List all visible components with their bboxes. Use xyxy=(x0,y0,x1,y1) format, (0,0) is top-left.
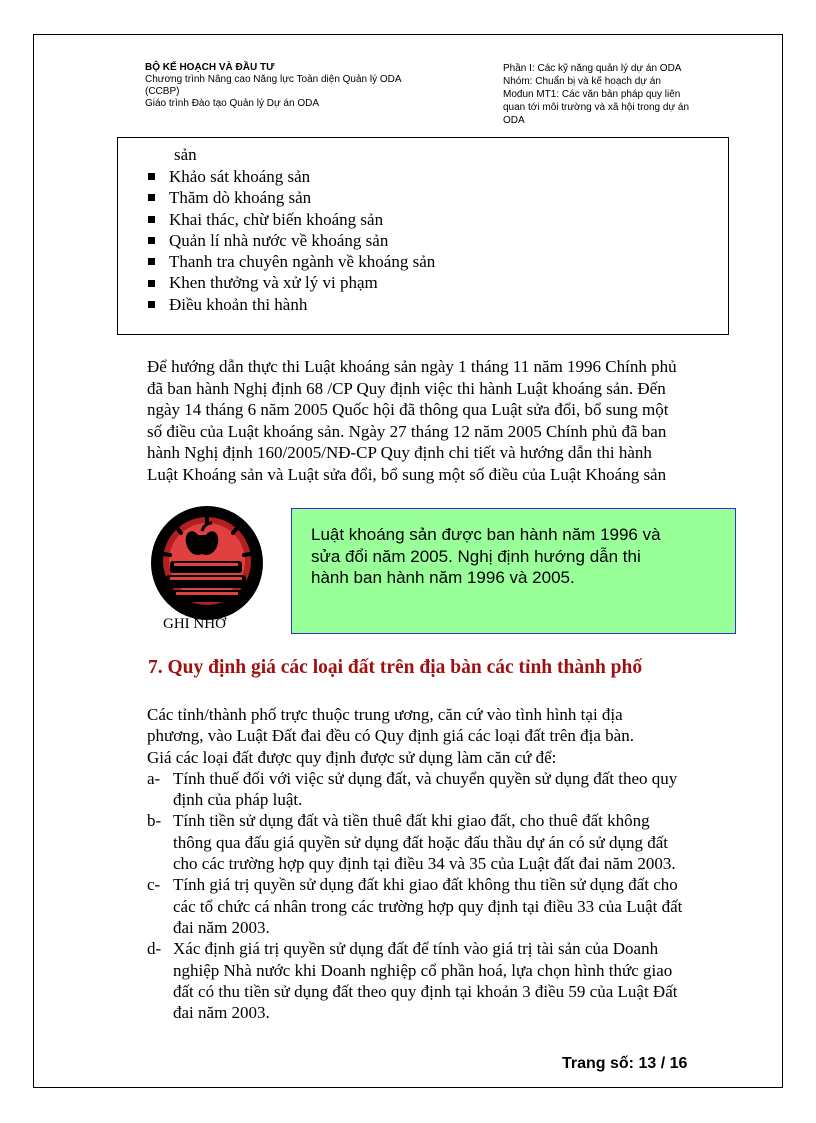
list-marker: c- xyxy=(147,875,161,895)
paragraph-decree: Để hướng dẫn thực thi Luật khoáng sản ngày 1 tháng 11 năm 1996 Chính phủ đã ban hành Nghị định 68 /CP Quy định việc thi hành Luật khoáng sản. Đến ngày 14 tháng 6 năm 2005 Quốc hội đã thông qua Luật sửa đổi, bổ sung một số điều của Luật khoáng sản. Ngày 27 tháng 12 năm 2005 Chính phủ đã ban hành Nghị định 160/2005/NĐ-CP Quy định chi tiết và hướng dẫn thi hành Luật Khoáng sản và Luật sửa đổi, bổ sung một số điều của Luật Khoáng sản xyxy=(147,357,677,484)
list-marker: a- xyxy=(147,768,161,788)
header-program-abbr: (CCBP) xyxy=(145,86,180,97)
header-module-2: quan tới môi trường và xã hội trong dự án xyxy=(503,102,690,113)
header-module-1: Mođun MT1: Các văn bản pháp quy liên xyxy=(503,89,681,100)
section-body: Các tỉnh/thành phố trực thuộc trung ương, căn cứ vào tình hình tại địa phương, vào Luật Đất đai đều có Quy định giá các loại đất trên địa bàn. Giá các loại đất được quy định được sử dụng làm căn cứ để: a- Tính thuế đối với việc sử dụng đất, và chuyển quyền sử dụng đất theo quy định của pháp luật. b- Tính tiền sử dụng đất và tiền thuê đất khi giao đất, cho thuê đất không thông qua đấu giá quyền sử dụng đất hoặc đấu thầu dự án có sử dụng đất cho các trường hợp quy định tại điều 34 và 35 của Luật đất đai năm 2003. c- Tính giá trị quyền sử dụng đất khi giao đất không thu tiền sử dụng đất cho các tổ chức cá nhân trong các trường hợp quy định tại điều 33 của Luật đất đai năm 2003. d- Xác định giá trị quyền sử dụng đất để tính vào giá trị tài sản của Doanh nghiệp Nhà nước khi Doanh nghiệp cổ phần hoá, lựa chọn hình thức giao đất có thu tiền sử dụng đất theo quy định tại khoản 3 điều 59 của Luật Đất đai năm 2003. xyxy=(147,704,747,1023)
header-right xyxy=(503,62,748,127)
list-marker: d- xyxy=(147,939,162,959)
section-title: 7. Quy định giá các loại đất trên địa bàn các tỉnh thành phố xyxy=(148,657,643,678)
bullet-icon xyxy=(148,237,155,244)
list-item: Khảo sát khoáng sản xyxy=(148,166,435,187)
header-course: Giáo trình Đào tạo Quản lý Dự án ODA xyxy=(145,98,319,109)
list-item: Khen thưởng và xử lý vi phạm xyxy=(148,272,435,293)
bullet-icon xyxy=(148,301,155,308)
list-item: Điều khoản thi hành xyxy=(148,294,435,315)
header-group: Nhóm: Chuẩn bị và kế hoạch dự án xyxy=(503,76,661,87)
note-box xyxy=(291,508,736,634)
bullet-icon xyxy=(148,258,155,265)
list-item: Khai thác, chừ biến khoáng sản xyxy=(148,209,435,230)
bullet-icon xyxy=(148,194,155,201)
law-outline-box xyxy=(117,137,729,335)
list-item: Thăm dò khoáng sản xyxy=(148,187,435,208)
list-item: a- Tính thuế đối với việc sử dụng đất, và chuyển quyền sử dụng đất theo quy định của pháp luật. xyxy=(147,768,678,810)
bullet-icon xyxy=(148,216,155,223)
list-item: b- Tính tiền sử dụng đất và tiền thuê đất khi giao đất, cho thuê đất không thông qua đấu giá quyền sử dụng đất hoặc đấu thầu dự án có sử dụng đất cho các trường hợp quy định tại điều 34 và 35 của Luật đất đai năm 2003. xyxy=(147,811,676,874)
note-label: GHI NHỚ xyxy=(163,616,226,632)
bullet-icon xyxy=(148,280,155,287)
header-org: BỘ KẾ HOẠCH VÀ ĐẦU TƯ xyxy=(145,62,275,73)
books-apple-icon xyxy=(148,505,266,623)
list-item: Thanh tra chuyên ngành về khoáng sản xyxy=(148,251,435,272)
outline-continued-text: sản xyxy=(174,145,197,164)
bullet-icon xyxy=(148,173,155,180)
list-item: c- Tính giá trị quyền sử dụng đất khi giao đất không thu tiền sử dụng đất cho các tổ chức cá nhân trong các trường hợp quy định tại điều 33 của Luật đất đai năm 2003. xyxy=(147,875,683,937)
header-left xyxy=(145,62,465,110)
outline-list xyxy=(148,166,435,315)
list-marker: b- xyxy=(147,811,162,831)
note-text: Luật khoáng sản được ban hành năm 1996 và sửa đổi năm 2005. Nghị định hướng dẫn thi hành ban hành năm 1996 và 2005. xyxy=(311,525,661,587)
list-item: d- Xác định giá trị quyền sử dụng đất để tính vào giá trị tài sản của Doanh nghiệp Nhà nước khi Doanh nghiệp cổ phần hoá, lựa chọn hình thức giao đất có thu tiền sử dụng đất theo quy định tại khoản 3 điều 59 của Luật Đất đai năm 2003. xyxy=(147,939,678,1023)
page-number: Trang số: 13 / 16 xyxy=(562,1055,688,1072)
list-item: Quản lí nhà nước về khoáng sản xyxy=(148,230,435,251)
header-part: Phần I: Các kỹ năng quản lý dự án ODA xyxy=(503,63,682,74)
header-module-3: ODA xyxy=(503,115,525,126)
header-program: Chương trình Nâng cao Năng lực Toàn diện Quản lý ODA xyxy=(145,74,402,85)
